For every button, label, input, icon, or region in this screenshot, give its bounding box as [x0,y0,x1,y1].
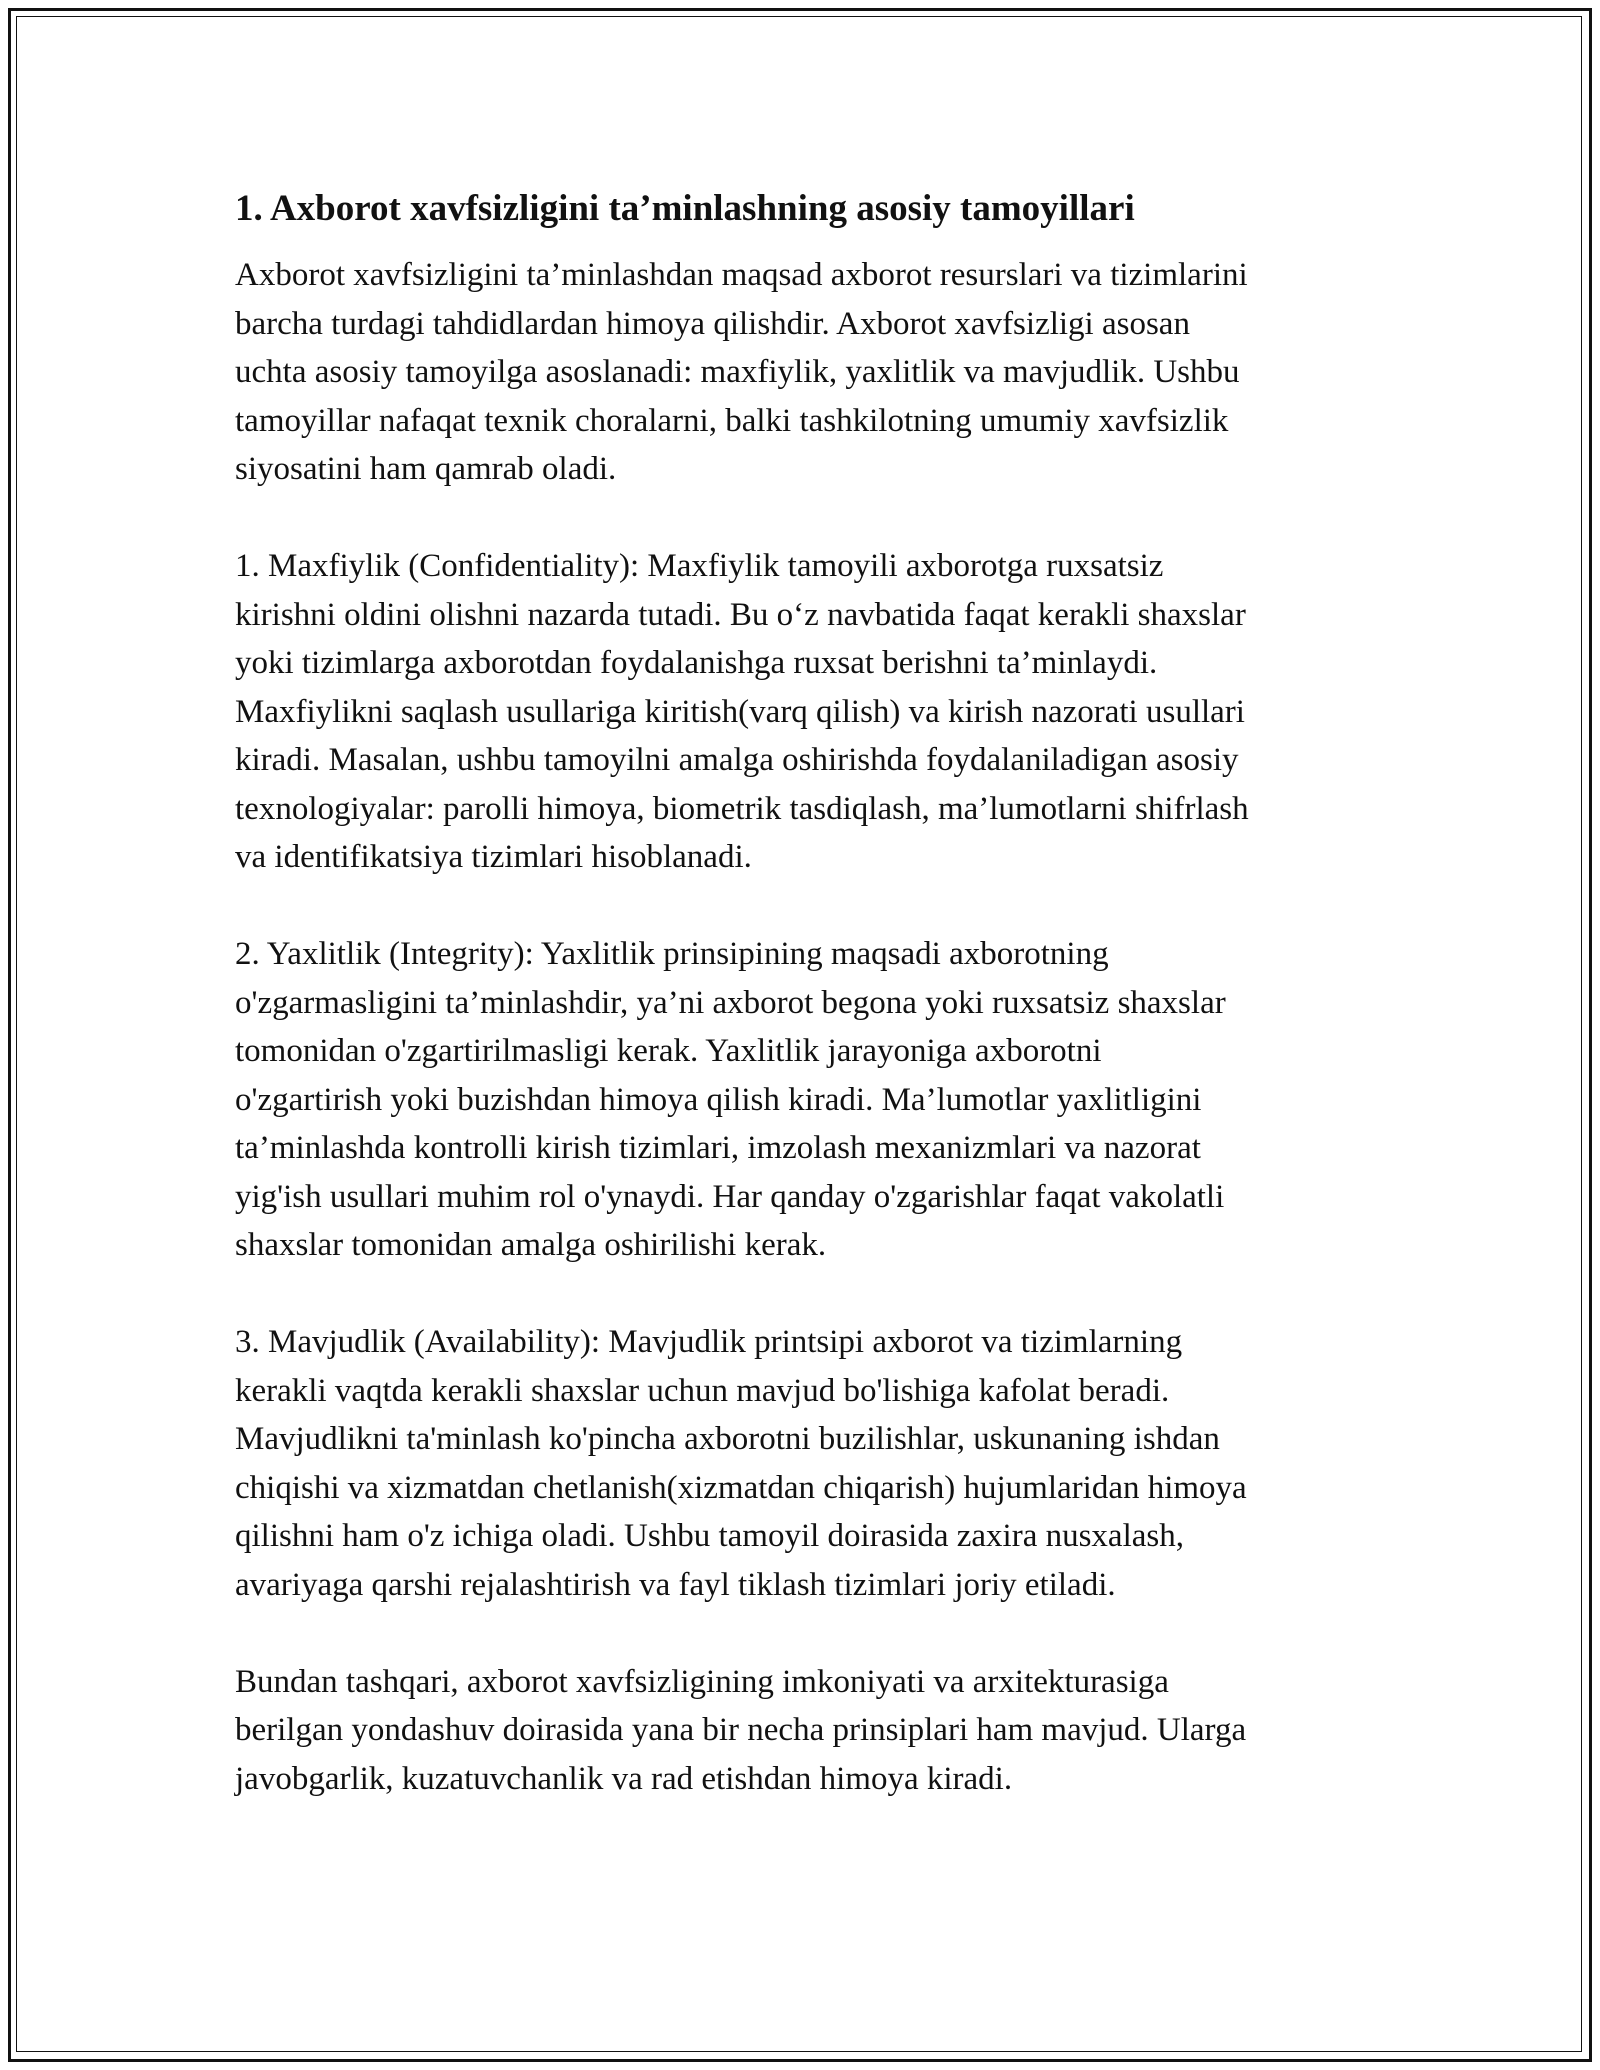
paragraph-line: Axborot xavfsizligini ta’minlashdan maqsad axborot resurslari va tizimlarini [235,257,1248,293]
paragraph-line: avariyaga qarshi rejalashtirish va fayl tiklash tizimlari joriy etiladi. [235,1566,1116,1603]
paragraph-line: berilgan yondashuv doirasida yana bir necha prinsiplari ham mavjud. Ularga [235,1712,1247,1748]
confidentiality-paragraph [235,542,1365,882]
paragraph-line: kerakli vaqtda kerakli shaxslar uchun mavjud bo'lishiga kafolat beradi. [235,1372,1170,1409]
paragraph-line: Bundan tashqari, axborot xavfsizligining imkoniyati va arxitekturasiga [235,1663,1169,1700]
paragraph-line: texnologiyalar: parolli himoya, biometrik tasdiqlash, ma’lumotlarni shifrlash [235,790,1249,827]
paragraph-line: 3. Mavjudlik (Availability): Mavjudlik printsipi axborot va tizimlarning [235,1324,1183,1360]
paragraph-line: yig'ish usullari muhim rol o'ynaydi. Har qanday o'zgarishlar faqat vakolatli [235,1178,1225,1215]
paragraph-line: Maxfiylikni saqlash usullariga kiritish(varq qilish) va kirish nazorati usullari [235,693,1245,730]
paragraph-line: tomonidan o'zgartirilmasligi kerak. Yaxlitlik jarayoniga axborotni [235,1033,1102,1069]
paragraph-line: kirishni oldini olishni nazarda tutadi. Bu o‘z navbatida faqat kerakli shaxslar [235,596,1246,633]
paragraph-line: ta’minlashda kontrolli kirish tizimlari, imzolash mexanizmlari va nazorat [235,1130,1201,1166]
paragraph-line: 2. Yaxlitlik (Integrity): Yaxlitlik prinsipining maqsadi axborotning [235,936,1109,972]
paragraph-line: va identifikatsiya tizimlari hisoblanadi. [235,839,752,875]
paragraph-line: kiradi. Masalan, ushbu tamoyilni amalga oshirishda foydalaniladigan asosiy [235,742,1239,778]
paragraph-line: qilishni ham o'z ichiga oladi. Ushbu tamoyil doirasida zaxira nusxalash, [235,1518,1184,1554]
paragraph-line: siyosatini ham qamrab oladi. [235,451,617,487]
paragraph-line: chiqishi va xizmatdan chetlanish(xizmatdan chiqarish) hujumlaridan himoya [235,1469,1247,1506]
intro-paragraph [235,251,1365,494]
document-body [235,185,1365,1852]
paragraph-line: javobgarlik, kuzatuvchanlik va rad etishdan himoya kiradi. [235,1760,1013,1797]
paragraph-line: yoki tizimlarga axborotdan foydalanishga ruxsat berishni ta’minlaydi. [235,645,1158,681]
paragraph-line: Mavjudlikni ta'minlash ko'pincha axborotni buzilishlar, uskunaning ishdan [235,1421,1220,1457]
paragraph-line: 1. Maxfiylik (Confidentiality): Maxfiylik tamoyili axborotga ruxsatsiz [235,548,1164,584]
paragraph-line: tamoyillar nafaqat texnik choralarni, balki tashkilotning umumiy xavfsizlik [235,402,1229,439]
paragraph-line: shaxslar tomonidan amalga oshirilishi kerak. [235,1227,827,1263]
availability-paragraph [235,1318,1365,1609]
document-title: 1. Axborot xavfsizligini ta’minlashning asosiy tamoyillari [235,188,1135,229]
integrity-paragraph [235,930,1365,1270]
paragraph-line: barcha turdagi tahdidlardan himoya qilishdir. Axborot xavfsizligi asosan [235,305,1190,342]
conclusion-paragraph [235,1658,1365,1804]
paragraph-line: o'zgartirish yoki buzishdan himoya qilish kiradi. Ma’lumotlar yaxlitligini [235,1081,1202,1118]
paragraph-line: uchta asosiy tamoyilga asoslanadi: maxfiylik, yaxlitlik va mavjudlik. Ushbu [235,354,1240,390]
paragraph-line: o'zgarmasligini ta’minlashdir, ya’ni axborot begona yoki ruxsatsiz shaxslar [235,984,1226,1021]
